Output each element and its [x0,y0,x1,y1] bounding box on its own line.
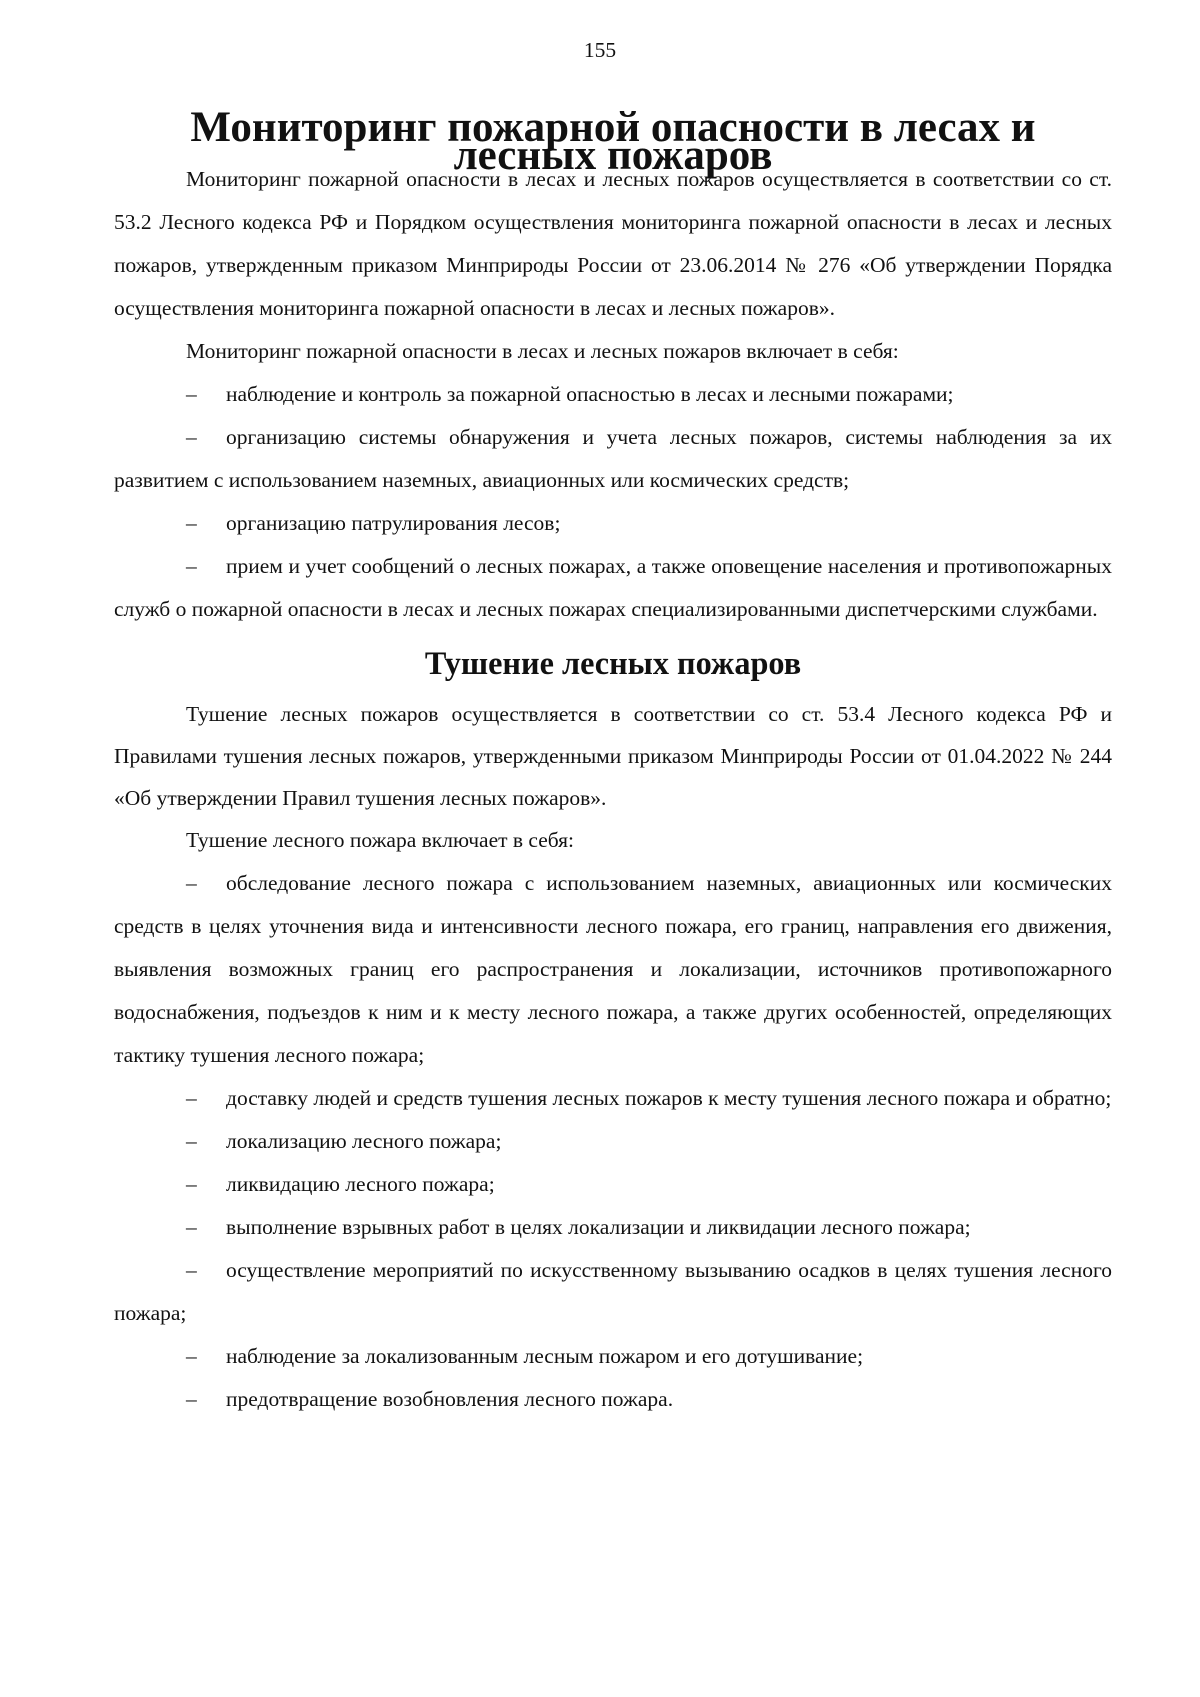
dash-bullet: – [186,1172,197,1196]
dash-bullet: – [186,1258,197,1282]
list-item [114,502,1112,545]
dash-bullet: – [186,554,197,578]
dash-bullet: – [186,425,197,449]
section-title-extinguishing: Тушение лесных пожаров [424,645,802,681]
list-item [114,416,1112,502]
list-item-text: прием и учет сообщений о лесных пожарах, а также оповещение населения и противопожарных служб о пожарной опасности в лесах и лесных пожарах специализированными диспетчерскими службами. [114,554,1112,621]
dash-bullet: – [186,1344,197,1368]
list-item-text: локализацию лесного пожара; [226,1129,502,1153]
list-item-text: организацию патрулирования лесов; [226,511,561,535]
list-item-text: наблюдение и контроль за пожарной опасностью в лесах и лесными пожарами; [226,382,954,406]
list-item [114,373,1112,416]
list-item [114,862,1112,1077]
dash-bullet: – [186,1215,197,1239]
dash-bullet: – [186,511,197,535]
page-number: 155 [583,38,617,62]
dash-bullet: – [186,1387,197,1411]
dash-bullet: – [186,1129,197,1153]
dash-bullet: – [186,382,197,406]
list-item-text: ликвидацию лесного пожара; [226,1172,495,1196]
list-item-text: наблюдение за локализованным лесным пожаром и его дотушивание; [226,1344,864,1368]
paragraph: Тушение лесных пожаров осуществляется в соответствии со ст. 53.4 Лесного кодекса РФ и Правилами тушения лесных пожаров, утвержденными приказом Минприроды России от 01.04.2022 № 244 «Об утверждении Правил тушения лесных пожаров». [114,702,1112,810]
list-item [114,1335,1112,1378]
list-item [114,1378,1112,1421]
list-item-text: обследование лесного пожара с использованием наземных, авиационных или космических средств в целях уточнения вида и интенсивности лесного пожара, его границ, направления его движения, выявления возможных границ его распространения и локализации, источников противопожарного водоснабжения, подъездов к ним и к месту лесного пожара, а также других особенностей, определяющих тактику тушения лесного пожара; [114,871,1112,1067]
paragraph: Мониторинг пожарной опасности в лесах и лесных пожаров включает в себя: [186,339,899,363]
list-item-text: осуществление мероприятий по искусственному вызыванию осадков в целях тушения лесного пожара; [114,1258,1112,1325]
list-item [114,1249,1112,1335]
list-item [114,1120,1112,1163]
list-item [114,1206,1112,1249]
list-item-text: выполнение взрывных работ в целях локализации и ликвидации лесного пожара; [226,1215,971,1239]
dash-bullet: – [186,1086,197,1110]
list-item-text: доставку людей и средств тушения лесных пожаров к месту тушения лесного пожара и обратно; [226,1086,1112,1110]
list-item [114,545,1112,631]
dash-bullet: – [186,871,197,895]
list-item [114,1077,1112,1120]
list-item-text: организацию системы обнаружения и учета лесных пожаров, системы наблюдения за их развитием с использованием наземных, авиационных или космических средств; [114,425,1112,492]
section-title-monitoring: Мониторинг пожарной опасности в лесах и лесных пожаров [190,104,1036,179]
paragraph: Тушение лесного пожара включает в себя: [186,828,575,852]
list-item-text: предотвращение возобновления лесного пожара. [226,1387,674,1411]
page-content [114,104,1112,1421]
paragraph: Мониторинг пожарной опасности в лесах и лесных пожаров осуществляется в соответствии со ст. 53.2 Лесного кодекса РФ и Порядком осуществления мониторинга пожарной опасности в лесах и лесных пожаров, утвержденным приказом Минприроды России от 23.06.2014 № 276 «Об утверждении Порядка осуществления мониторинга пожарной опасности в лесах и лесных пожаров». [114,167,1112,320]
list-item [114,1163,1112,1206]
